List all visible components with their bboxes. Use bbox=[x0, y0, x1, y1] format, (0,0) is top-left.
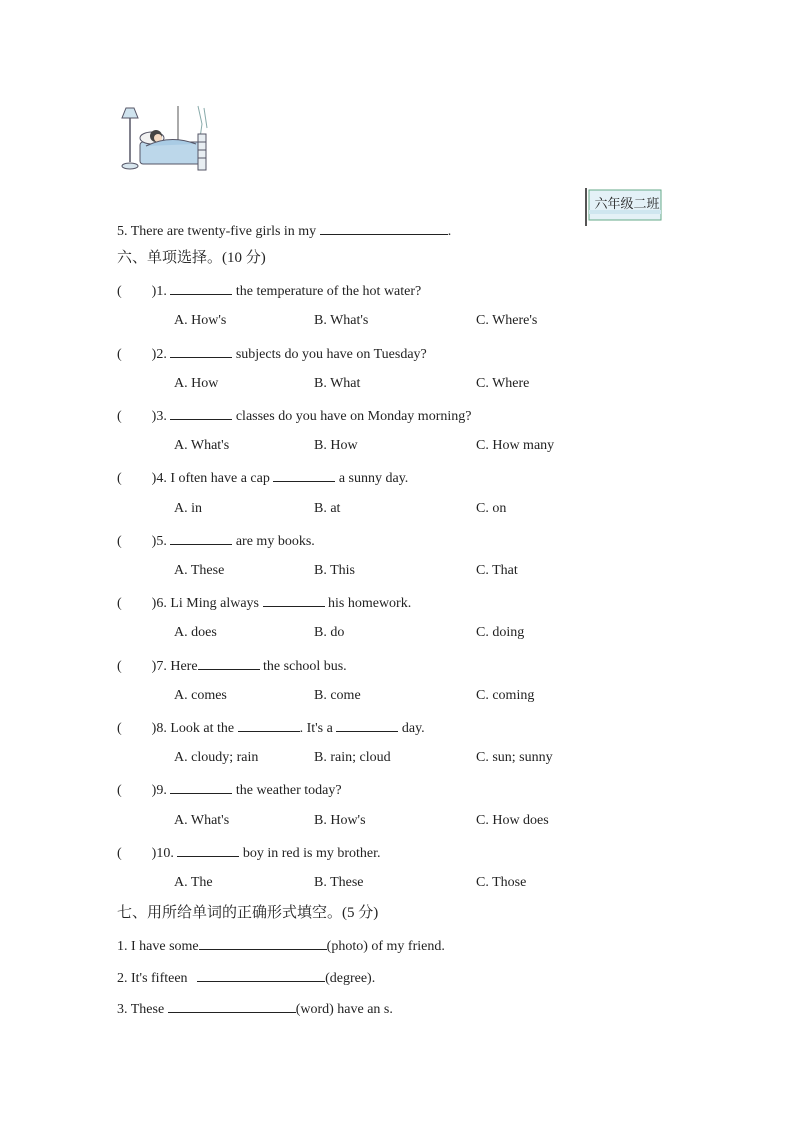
answer-blank[interactable] bbox=[168, 999, 296, 1013]
question-text: Look at the bbox=[170, 721, 235, 736]
question-text: 1. I have some bbox=[117, 939, 199, 954]
answer-blank-2[interactable] bbox=[336, 718, 398, 732]
question-text-mid: . It's a bbox=[299, 721, 333, 736]
question-text: I often have a cap bbox=[170, 471, 270, 486]
option-b[interactable]: B. rain; cloud bbox=[314, 750, 391, 765]
mc-question-9 bbox=[117, 780, 342, 800]
question-text-end: (degree). bbox=[325, 971, 376, 986]
answer-paren-open: ( bbox=[117, 284, 122, 299]
question-text-end: . bbox=[447, 224, 452, 239]
mc-question-1 bbox=[117, 281, 421, 301]
mc-question-2 bbox=[117, 344, 427, 364]
fill-question-1 bbox=[117, 936, 445, 956]
option-c[interactable]: C. That bbox=[476, 563, 518, 578]
answer-paren-open: ( bbox=[117, 846, 122, 861]
answer-blank[interactable] bbox=[170, 531, 232, 545]
answer-blank[interactable] bbox=[198, 656, 260, 670]
question-text: 2. It's fifteen bbox=[117, 971, 188, 986]
answer-paren-open: ( bbox=[117, 471, 122, 486]
question-text: classes do you have on Monday morning? bbox=[235, 409, 472, 424]
option-c[interactable]: C. doing bbox=[476, 625, 525, 640]
option-b[interactable]: B. at bbox=[314, 501, 341, 516]
answer-paren-open: ( bbox=[117, 534, 122, 549]
section-6-heading: 六、单项选择。(10 分) bbox=[117, 250, 266, 266]
answer-blank[interactable] bbox=[177, 843, 239, 857]
answer-blank[interactable] bbox=[199, 936, 327, 950]
answer-blank[interactable] bbox=[170, 281, 232, 295]
answer-blank[interactable] bbox=[273, 468, 335, 482]
option-a[interactable]: A. cloudy; rain bbox=[174, 750, 259, 765]
option-b[interactable]: B. What's bbox=[314, 313, 369, 328]
answer-paren-open: ( bbox=[117, 409, 122, 424]
mc-question-4 bbox=[117, 468, 408, 488]
question-text: Here bbox=[170, 659, 198, 674]
answer-blank[interactable] bbox=[170, 780, 232, 794]
fill-question-2 bbox=[117, 968, 375, 988]
answer-paren-open: ( bbox=[117, 783, 122, 798]
question-text-end: (word) have an s. bbox=[295, 1002, 393, 1017]
option-a[interactable]: A. in bbox=[174, 501, 202, 516]
question-number: )1. bbox=[151, 284, 167, 299]
question-number: )5. bbox=[151, 534, 167, 549]
option-a[interactable]: A. How bbox=[174, 376, 219, 391]
question-text: are my books. bbox=[235, 534, 315, 549]
answer-blank[interactable] bbox=[263, 593, 325, 607]
question-text-end: his homework. bbox=[328, 596, 412, 611]
prev-question-5 bbox=[117, 221, 451, 241]
question-number: )9. bbox=[151, 783, 167, 798]
option-c[interactable]: C. How does bbox=[476, 813, 549, 828]
option-a[interactable]: A. These bbox=[174, 563, 225, 578]
option-b[interactable]: B. How's bbox=[314, 813, 366, 828]
question-number: )10. bbox=[151, 846, 174, 861]
question-text: the weather today? bbox=[235, 783, 342, 798]
question-number: )8. bbox=[151, 721, 167, 736]
question-text-end: the school bus. bbox=[263, 659, 347, 674]
mc-question-10 bbox=[117, 843, 381, 863]
question-text: boy in red is my brother. bbox=[242, 846, 381, 861]
fill-question-3 bbox=[117, 999, 393, 1019]
answer-blank[interactable] bbox=[170, 406, 232, 420]
mc-question-3 bbox=[117, 406, 471, 426]
question-text: 3. These bbox=[117, 1002, 165, 1017]
option-a[interactable]: A. How's bbox=[174, 313, 227, 328]
answer-paren-open: ( bbox=[117, 347, 122, 362]
question-text-end: day. bbox=[401, 721, 425, 736]
option-c[interactable]: C. Those bbox=[476, 875, 527, 890]
option-a[interactable]: A. What's bbox=[174, 438, 230, 453]
option-a[interactable]: A. does bbox=[174, 625, 217, 640]
option-b[interactable]: B. come bbox=[314, 688, 361, 703]
option-c[interactable]: C. How many bbox=[476, 438, 555, 453]
mc-question-8 bbox=[117, 718, 425, 738]
option-c[interactable]: C. on bbox=[476, 501, 507, 516]
answer-blank[interactable] bbox=[320, 221, 448, 235]
option-a[interactable]: A. What's bbox=[174, 813, 230, 828]
option-c[interactable]: C. Where's bbox=[476, 313, 538, 328]
option-b[interactable]: B. This bbox=[314, 563, 355, 578]
option-a[interactable]: A. The bbox=[174, 875, 213, 890]
class-sign-label: 六年级二班 bbox=[594, 196, 660, 211]
option-b[interactable]: B. These bbox=[314, 875, 364, 890]
option-c[interactable]: C. sun; sunny bbox=[476, 750, 553, 765]
option-c[interactable]: C. Where bbox=[476, 376, 530, 391]
question-number: 5. bbox=[117, 224, 128, 239]
answer-paren-open: ( bbox=[117, 721, 122, 736]
question-text: There are twenty-five girls in my bbox=[130, 224, 317, 239]
sick-in-bed-illustration bbox=[112, 104, 212, 176]
question-text: Li Ming always bbox=[170, 596, 259, 611]
question-number: )3. bbox=[151, 409, 167, 424]
question-text-end: a sunny day. bbox=[338, 471, 409, 486]
question-text: the temperature of the hot water? bbox=[235, 284, 422, 299]
option-c[interactable]: C. coming bbox=[476, 688, 535, 703]
answer-blank[interactable] bbox=[170, 344, 232, 358]
option-b[interactable]: B. What bbox=[314, 376, 361, 391]
question-number: )4. bbox=[151, 471, 167, 486]
answer-blank[interactable] bbox=[197, 968, 325, 982]
option-b[interactable]: B. do bbox=[314, 625, 345, 640]
option-b[interactable]: B. How bbox=[314, 438, 358, 453]
mc-question-5 bbox=[117, 531, 315, 551]
mc-question-7 bbox=[117, 656, 347, 676]
question-text: subjects do you have on Tuesday? bbox=[235, 347, 427, 362]
answer-blank-1[interactable] bbox=[238, 718, 300, 732]
section-7-heading: 七、用所给单词的正确形式填空。(5 分) bbox=[117, 905, 379, 921]
mc-question-6 bbox=[117, 593, 411, 613]
answer-paren-open: ( bbox=[117, 659, 122, 674]
question-number: )7. bbox=[151, 659, 167, 674]
question-number: )2. bbox=[151, 347, 167, 362]
answer-paren-open: ( bbox=[117, 596, 122, 611]
question-number: )6. bbox=[151, 596, 167, 611]
question-text-end: (photo) of my friend. bbox=[326, 939, 445, 954]
option-a[interactable]: A. comes bbox=[174, 688, 227, 703]
